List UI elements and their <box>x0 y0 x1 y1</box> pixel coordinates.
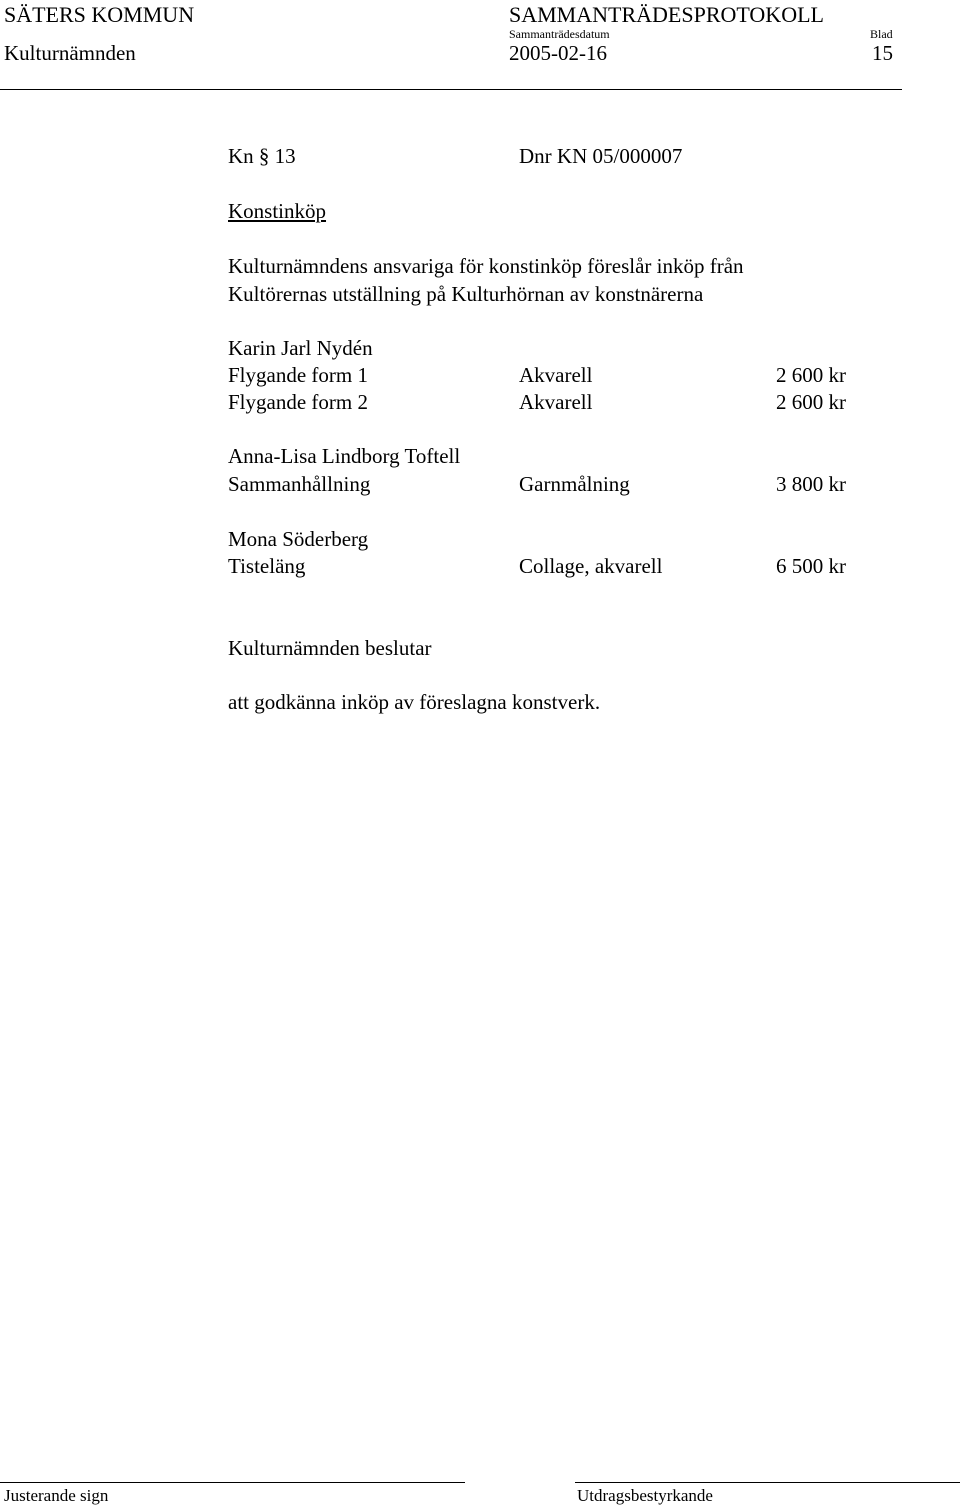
artwork-title: Flygande form 2 <box>228 390 368 414</box>
artist-name: Karin Jarl Nydén <box>228 336 373 360</box>
artist-name: Mona Söderberg <box>228 527 369 551</box>
artist-name: Anna-Lisa Lindborg Toftell <box>228 444 461 468</box>
artwork-price: 2 600 kr <box>776 390 846 414</box>
organization-name: SÄTERS KOMMUN <box>4 2 195 27</box>
case-number: Dnr KN 05/000007 <box>519 144 683 168</box>
footer-divider-left <box>0 1482 465 1483</box>
artwork-title: Flygande form 1 <box>228 363 368 387</box>
artwork-technique: Akvarell <box>519 363 593 387</box>
intro-line-2: Kultörernas utställning på Kulturhörnan av konstnärerna <box>228 282 704 306</box>
header-divider <box>0 89 902 90</box>
artwork-title: Sammanhållning <box>228 472 371 496</box>
artwork-price: 2 600 kr <box>776 363 846 387</box>
item-number: Kn § 13 <box>228 144 296 168</box>
page-label: Blad <box>870 27 893 41</box>
artwork-technique: Akvarell <box>519 390 593 414</box>
artwork-price: 3 800 kr <box>776 472 846 496</box>
artwork-title: Tisteläng <box>228 554 306 578</box>
item-title: Konstinköp <box>228 199 327 223</box>
artwork-technique: Garnmålning <box>519 472 630 496</box>
footer-divider-right <box>575 1482 960 1483</box>
intro-line-1: Kulturnämndens ansvariga för konstinköp föreslår inköp från <box>228 254 744 278</box>
footer-certification-label: Utdragsbestyrkande <box>577 1486 713 1505</box>
date-label: Sammanträdesdatum <box>509 27 610 41</box>
meeting-date: 2005-02-16 <box>509 41 607 65</box>
decision-heading: Kulturnämnden beslutar <box>228 636 432 660</box>
document-type: SAMMANTRÄDESPROTOKOLL <box>509 2 824 27</box>
committee-name: Kulturnämnden <box>4 41 136 65</box>
page-number: 15 <box>872 41 893 65</box>
artwork-price: 6 500 kr <box>776 554 846 578</box>
footer-signature-label: Justerande sign <box>4 1486 109 1505</box>
decision-text: att godkänna inköp av föreslagna konstverk. <box>228 690 601 714</box>
artwork-technique: Collage, akvarell <box>519 554 663 578</box>
